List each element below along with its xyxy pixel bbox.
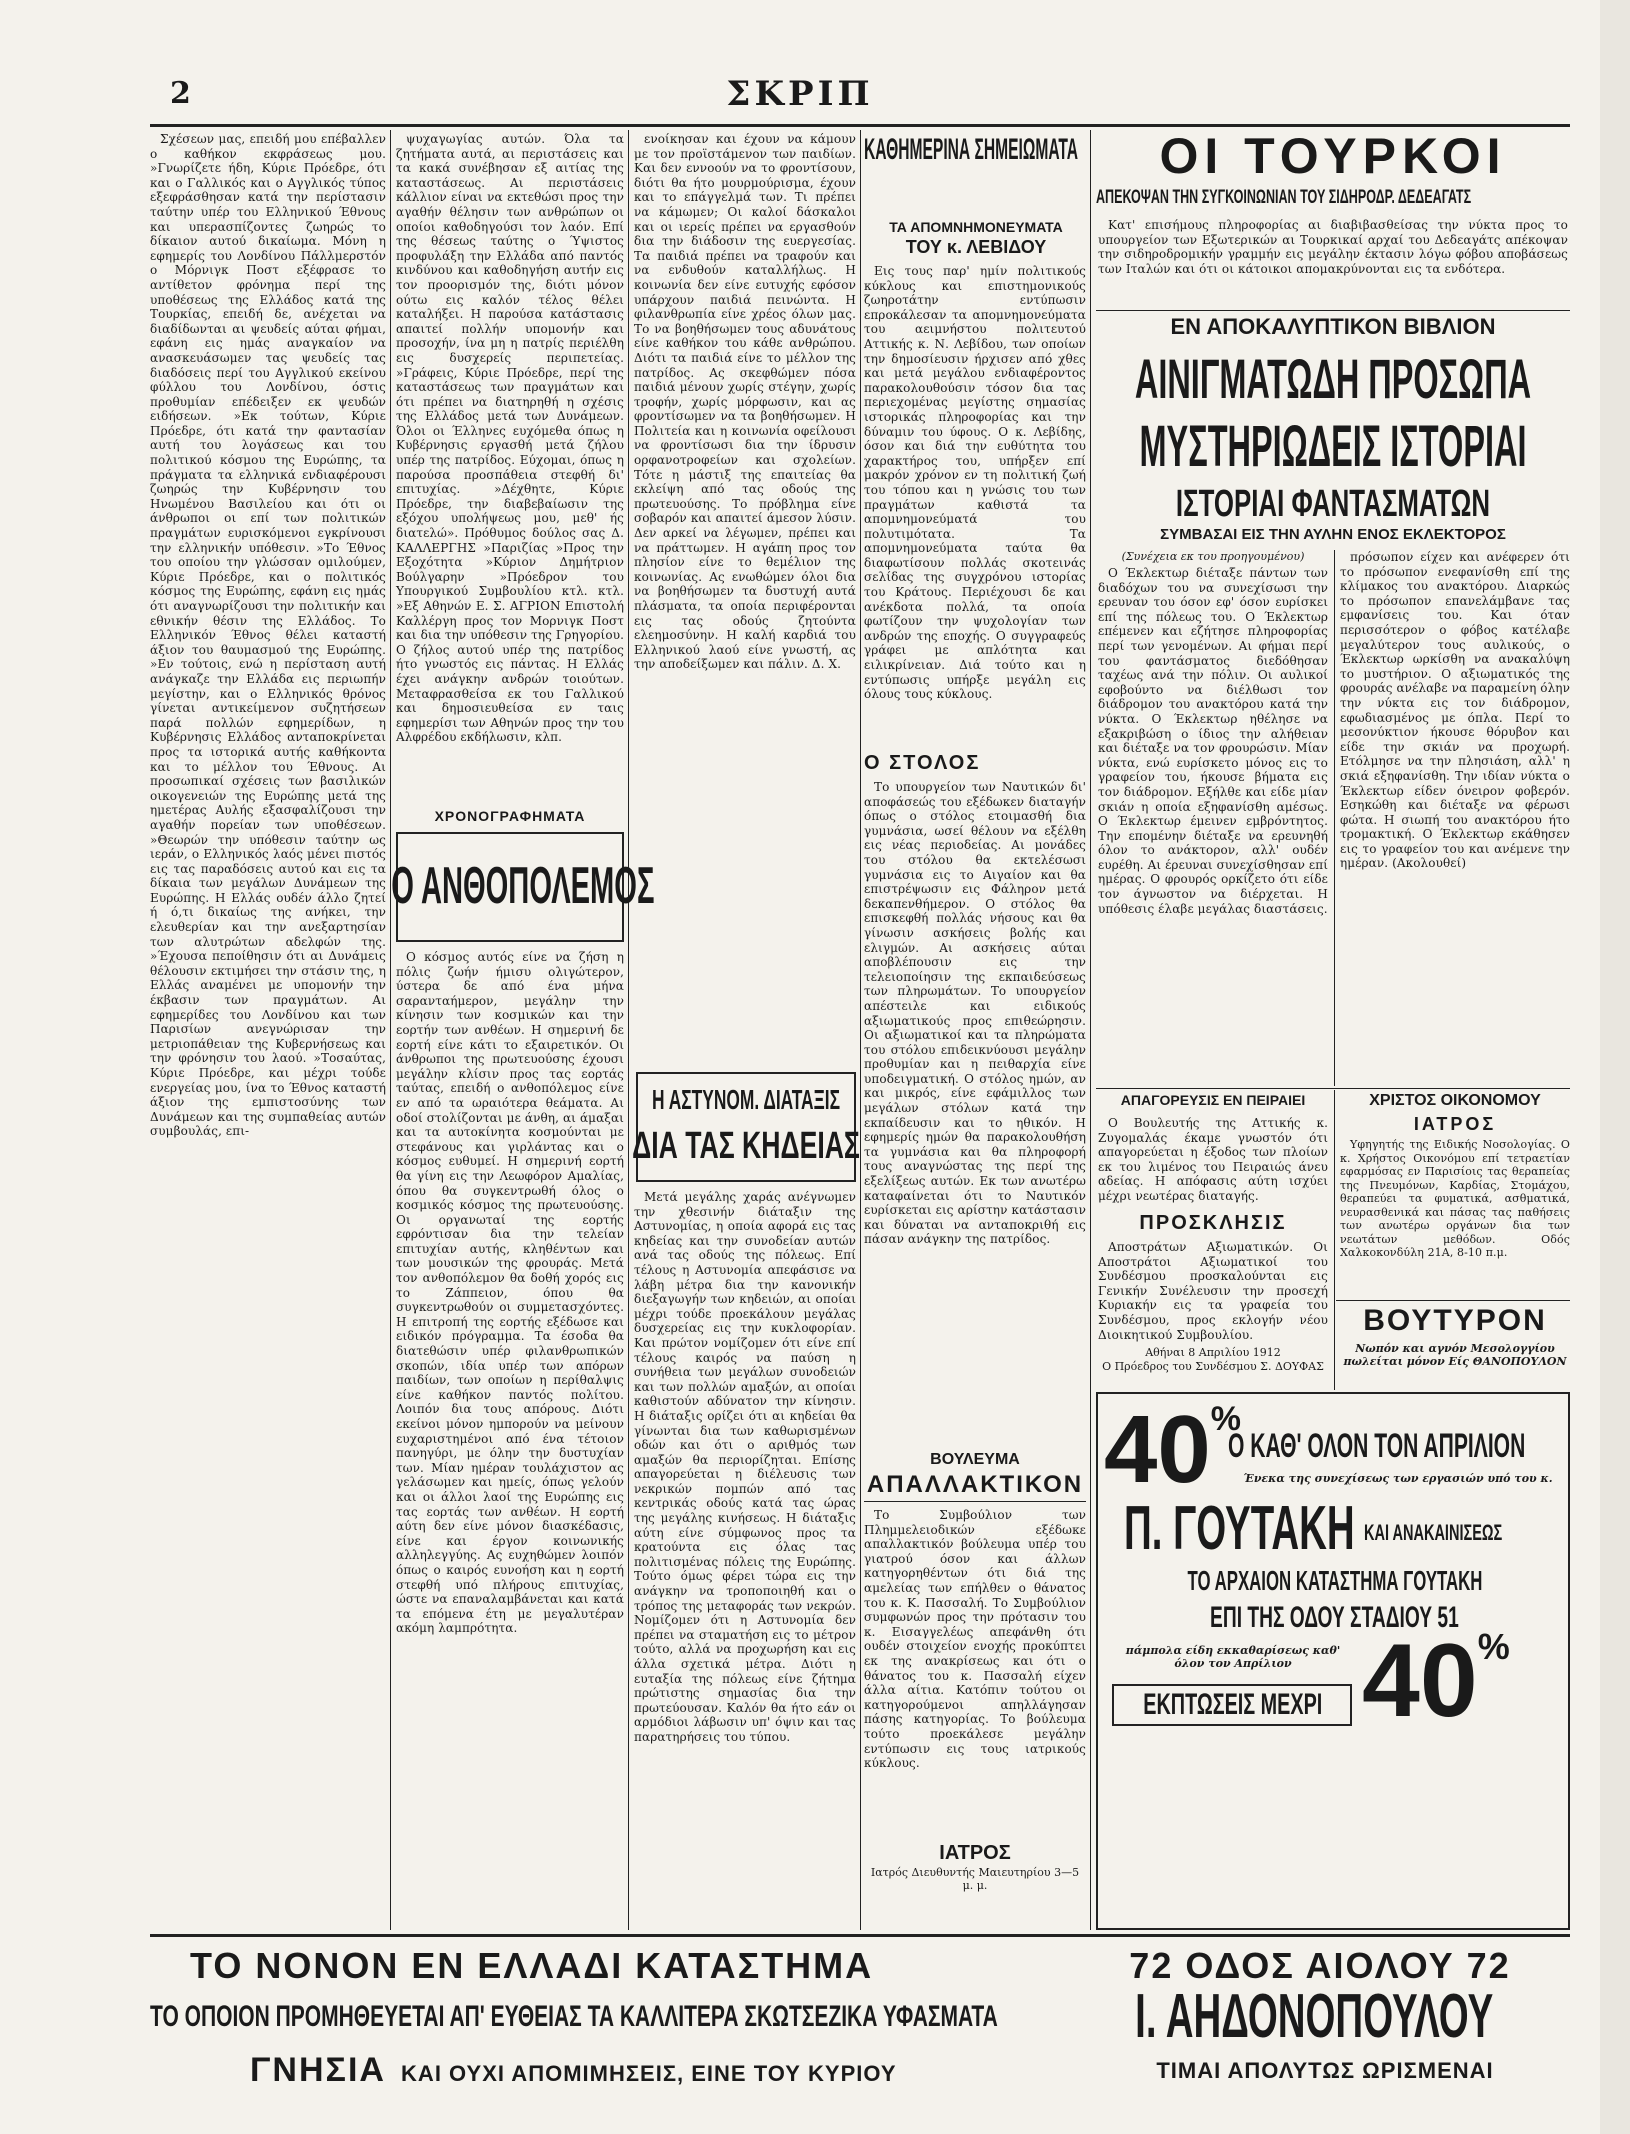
doctor-ad-title: ΙΑΤΡΟΣ — [1413, 1114, 1497, 1134]
column-3-article — [634, 132, 856, 1012]
book-title-3: ΙΣΤΟΡΙΑΙ ΦΑΝΤΑΣΜΑΤΩΝ — [1175, 483, 1491, 525]
sale-headline: Ο ΚΑΘ' ΟΛΟΝ ΤΟΝ ΑΠΡΙΛΙΟΝ — [1228, 1427, 1526, 1465]
article-text: Σχέσεων μας, επειδή μου επέβαλλεν ο καθήκον εκφράσεως μου. »Γνωρίζετε ήδη, Κύριε Πρόεδρε, ότι και ο Γαλλικός και ο Αγγλικός τύπος εξεφράσθησαν κατά την περίστασιν ταύτην υπέρ του Ελληνικού Έθνους και υπερασπίζοντες ζωηρώς το δίκαιον αυτού δικαίωμα. Μόνη η εφημερίς του Λονδίνου Πάλλμερστόν ο Μόρνιγκ Ποστ εξέφρασε το αντίθετον φρόνημα περί της υποθέσεως της Ελλάδος κατά της Τουρκίας, επειδή δε, ανέχεται να διαδίδωνται αι ψευδείς αύται φήμαι, εφάνη εις ημάς αναγκαίον να ανασκευάσωμεν τας ψευδείς τας διαδόσεις περί του Αγγλικού εκείνου φύλλου του Λονδίνου, όστις προθυμίαν επέδειξεν εκ ψευδών ειδήσεων. »Εκ τούτων, Κύριε Πρόεδρε, ότι κατά την φαντασίαν αυτή του λογάσεως και του πολιτικού κόσμου της Ευρώπης, τα πράγματα τα ελληνικά ενδιαφέρουσι ζωηρώς την Κυβέρνησιν του Ηνωμένου Βασιλείου και ότι οι άνθρωποι οι επί των πολιτικών πραγμάτων ευρισκόμενοι εγκρίνουσι την ελληνικήν υπόθεσιν. »Το Έθνος του οποίου την γλώσσαν ομιλούμεν, Κύριε Πρόεδρε, και ο πολιτικός κόσμος της Ευρώπης, εφάνη εις ημάς ότι αναγνωρίζουσι την πολιτικήν και εθνικήν θέσιν της Ελλάδος. Το Ελληνικόν Έθνος θέλει καταστή άξιον του θαυμασμού της Ευρώπης. »Εν τούτοις, ενώ η περίσταση αυτή ανάγκαζε την Ελλάδα εις περιωπήν μεγίστην, και ο Ελληνικός θρόνος γίνεται αντικείμενον συζητήσεων παρά πολλών εφημερίδων, η Κυβέρνησις Ελλάδος ανταποκρίνεται προς τα ιστορικά αυτής καθήκοντα και το μέλλον του Έθνους. Αι προσωπικαί σχέσεις των βασιλικών οικογενειών της Ευρώπης μετά της ημετέρας Αυλής εξασφαλίζουσι την αγαθήν πορείαν των υποθέσεων. »Θεωρών την υπόθεσιν ταύτην ως ιεράν, ο Ελληνικός λαός μένει πιστός εις τας παραδόσεις αυτού και εις τα δίκαια των μεγάλων Δυνάμεων της Ευρώπης. Η Ελλάς ουδέν άλλο ζητεί ή ό,τι δικαίως της ανήκει, την ελευθερίαν και την ανεξαρτησίαν των αλυτρώτων αδελφών της. »Έχουσα πεποίθησιν ότι αι Δυνάμεις θέλουσιν εκτιμήσει την στάσιν της, η Ελλάς αναμένει με υπομονήν την έκβασιν των πραγμάτων. Αι εφημερίδες του Λονδίνου και των Παρισίων ανεγνώρισαν την μετριοπάθειαν της Κυβερνήσεως και την φρόνησιν του λαού. »Τοσαύτας, Κύριε Πρόεδρε, και μέχρι τούδε ενεργείας μου, ίνα το Έθνος καταστή άξιον της εμπιστοσύνης των Δυνάμεων και της συμπαθείας αυτών συμβουλάς, επι- — [150, 132, 386, 1139]
police-regulation-title: Η ΑΣΤΥΝΟΜ. ΔΙΑΤΑΞΙΣ ΔΙΑ ΤΑΣ ΚΗΔΕΙΑΣ — [636, 1072, 856, 1182]
doctor-ad-text: Υφηγητής της Ειδικής Νοσολογίας. Ο κ. Χρήστος Οικονόμου επί τετραετίαν εφαρμόσας εν Παρισίοις τας θεραπείας της Πνευμόνων, Καρδίας, Στομάχου, θεραπεύει τα φυματικά, ασθματικά, νευρασθενικά και πάσας τας παθήσεις των ανωτέρω οργάνων δια των νεωτάτων μεθόδων. Οδός Χαλκοκονδύλη 21Α, 8-10 π.μ. — [1340, 1138, 1570, 1259]
decree-article — [864, 1508, 1086, 1838]
column-rule — [628, 130, 629, 1930]
book-article-left — [1098, 566, 1328, 1086]
book-article-right — [1340, 550, 1570, 1086]
column-rule — [390, 130, 391, 1930]
chronography-article — [396, 950, 624, 1930]
column-rule — [1334, 1090, 1335, 1390]
bottom-ad-line1-left: ΤΟ ΝΟΝΟΝ ΕΝ ΕΛΛΑΔΙ ΚΑΤΑΣΤΗΜΑ — [190, 1945, 874, 1986]
section-rule — [1336, 1300, 1570, 1301]
bottom-ad-line2-right: Ι. ΑΗΔΟΝΟΠΟΥΛΟΥ — [1135, 1982, 1494, 2051]
article-text: Το Συμβούλιον των Πλημμελειοδικών εξέδωκε απαλλακτικόν βούλευμα υπέρ του γιατρού όσον και άλλων κατηγορηθέντων ότι διά της αμελείας των επήλθεν ο θάνατος του κ. Κ. Πασσαλή. Το Συμβούλιον συμφωνών προς την πρότασιν του κ. Εισαγγελέως απεφάνθη ότι ουδέν στοιχείον ενοχής προκύπτει εκ της ανακρίσεως και ότι ο θάνατος του κ. Πασσαλή είχεν άλλα αίτια. Κατόπιν τούτου οι κατηγορούμενοι απηλλάγησαν πάσης κατηγορίας. Το βούλευμα τούτο προεκάλεσε μεγάλην εντύπωσιν εις τους ιατρικούς κύκλους. — [864, 1508, 1086, 1771]
article-text: Ο κόσμος αυτός είνε να ζήση η πόλις ζωήν ήμισυ ολιγώτερον, ύστερα δε από ένα μήνα σαρανταήμερον, μεγάλην την κίνησιν των κοσμικών και την εορτήν των ανθέων. Η σημερινή δε εορτή είνε κάτι το εξαιρετικόν. Οι άνθρωποι της πρωτευούσης έχουσι μεγάλην κλίσιν προς τας εορτάς ταύτας, επειδή ο ανθοπόλεμος είνε εν από τα ωραιότερα θεάματα. Αι οδοί στολίζονται με άνθη, αι άμαξαι και τα αυτοκίνητα κοσμούνται με στεφάνους και γιρλάντας και ο κόσμος ευθυμεί. Η σημερινή εορτή θα γίνη εις την Λεωφόρον Αμαλίας, όπου θα συγκεντρωθή όλος ο κοσμικός κόσμος της πρωτευούσης. Οι οργανωταί της εορτής εφρόντισαν δια την τελείαν επιτυχίαν αυτής, κληθέντων και των μουσικών της φρουράς. Μετά τον ανθοπόλεμον θα δοθή χορός εις το Ζάππειον, όπου θα συγκεντρωθούν οι συμμετασχόντες. Η επιτροπή της εορτής εξέδωσε και ειδικόν πρόγραμμα. Τα έσοδα θα διατεθώσιν υπέρ φιλανθρωπικών σκοπών, ιδία υπέρ των απόρων παιδίων, των οποίων η περίθαλψις είνε καθήκον παντός πολίτου. Λοιπόν δια τους απόρους. Διότι εκείνοι μόνον ημπορούν να μείνουν ευχαριστημένοι από ένα τέτοιον πανηγύρι, με όλην την δυστυχίαν των. Μίαν ημέραν τουλάχιστον ας γελάσωμεν και ημείς, όπως γελούν και οι άλλοι λαοί της Ευρώπης εις τας εορτάς των ανθέων. Η εορτή αύτη δεν είνε μόνον διασκέδασις, είνε και έργον κοινωνικής αλληλεγγύης. Ας ευχηθώμεν λοιπόν όπως ο καιρός ευνοήση και η εορτή στεφθή υπό πλήρους επιτυχίας, ώστε να επαναλαμβάνεται και κατά τα επόμενα έτη με μεγαλυτέραν ακόμη λαμπρότητα. — [396, 950, 624, 1636]
invitation-text: Αποστράτων Αξιωματικών. Οι Αποστράτοι Αξιωματικοί του Συνδέσμου προσκαλούνται εις Γενικήν Συνέλευσιν την προσεχή Κυριακήν εις τα γραφεία του Συνδέσμου, προς εκλογήν νέου Διοικητικού Συμβουλίου. — [1098, 1240, 1328, 1342]
chronography-heading: ΧΡΟΝΟΓΡΑΦΗΜΑΤΑ — [434, 808, 586, 824]
article-text: Ο Έκλεκτωρ διέταξε πάντων των διαδόχων του να συνεχίσωσι την ερευναν του όσον εφ' όσον ευρίσκει επί της πόλεως του. Ο Έκλεκτωρ επέμενεν και εζήτησε πληροφορίας περί των γενομένων. Αι φήμαι περί του φαντάσματος διεδόθησαν ταχέως ανά την πόλιν. Οι αυλικοί εφοβούντο να διέλθωσι τον διάδρομον του ανακτόρου κατά την νύκτα. Ο Έκλεκτωρ ηθέλησε να εξακριβώση ο ίδιος την αλήθειαν και διέταξε να τον φρουρώσιν. Μίαν νύκτα, ενώ ευρίσκετο μόνος εις το γραφείον του, ήκουσε βήματα εις τον διάδρομον. Εξήλθε και είδε μίαν σκιάν η οποία εξηφανίσθη αμέσως. Ο Έκλεκτωρ έμεινεν εμβρόντητος. Την επομένην διέταξε να ερευνηθή όλον το ανάκτορον, αλλ' ουδέν ευρέθη. Αι έρευναι συνεχίσθησαν επί ημέρας. Ο φρουρός ορκίζετο ότι είδε τον άγνωστον να διέρχεται. Η υπόθεσις έλαβε μεγάλας διαστάσεις. — [1098, 566, 1329, 916]
piraeus-notice-text: Ο Βουλευτής της Αττικής κ. Ζυγομαλάς έκαμε γνωστόν ότι απαγορεύεται η έξοδος των πλοίων εκ του λιμένος του Πειραιώς άνευ αδείας. Η απόφασις αύτη ισχύει μέχρι νεωτέρας διαταγής. — [1098, 1116, 1328, 1203]
fleet-title: Ο ΣΤΟΛΟΣ — [864, 752, 981, 774]
book-title-1: ΑΙΝΙΓΜΑΤΩΔΗ ΠΡΟΣΩΠΑ — [1134, 347, 1532, 410]
article-text: Κατ' επισήμους πληροφορίας αι διαβιβασθείσας την νύκτα προς το υπουργείον των Εξωτερικών αι Τουρκικαί αρχαί του Δεδεαγάτς απέκοψαν την σιδηροδρομικήν γραμμήν εις μεγάλην έκτασιν λόγω φόβου αποβάσεως των Ιταλών και ότι οι κάτοικοι απομακρύνονται εις τα ενδότερα. — [1098, 218, 1568, 276]
article-text: πρόσωπον είχεν και ανέφερεν ότι το πρόσωπον ενεφανίσθη επί της κλίμακος του ανακτόρου. Διαρκώς το πρόσωπον επανελάμβανε τας εμφανίσεις του. Και όταν περισσότερον ο φόβος κατέλαβε μεγαλύτερον τους αυλικούς, ο Έκλεκτωρ ωρκίσθη να ανακαλύψη το μυστήριον. Ο αξιωματικός της φρουράς ανέλαβε να παραμείνη όλην την νύκτα εις τον διάδρομον, εφωδιασμένος με όπλα. Περί το μεσονύκτιον ήκουσε θόρυβον και είδε την σκιάν να προχωρή. Ετόλμησε να την πλησιάση, αλλ' η σκιά εξηφανίσθη. Την ιδίαν νύκτα ο Έκλεκτωρ είδεν όνειρον φοβερόν. Εσηκώθη και διέταξε να φέρωσι φώτα. Η σιωπή του ανακτόρου ήτο τρομακτική. Ο Έκλεκτωρ εκάθησεν εις το γραφείον του και ανέμενε την ημέραν. (Ακολουθεί) — [1340, 550, 1570, 871]
column-rule — [860, 130, 861, 1930]
bottom-ad-line1-right: 72 ΟΔΟΣ ΑΙΟΛΟΥ 72 — [1129, 1945, 1511, 1986]
section-rule — [1096, 310, 1570, 311]
article-text: ενοίκησαν και έχουν να κάμουν με τον προϊστάμενον των παιδίων. Και δεν εννοούν να το φροντίσουν, διότι θα ήτο μουρμούρισμα, έχουν και το επάγγελμά των. Τι πρέπει να κάμωμεν; Οι καλοί δάσκαλοι και οι ιερείς πρέπει να εργασθούν δια την διάδοσιν της ευεργεσίας. Τα παιδιά πρέπει να τραφούν και να ενδυθούν καταλλήλως. Η κοινωνία δεν είνε ευτυχής εφόσον υπάρχουν παιδιά πεινώντα. Η φιλανθρωπία είνε χρέος όλων μας. Το να βοηθήσωμεν τους αδυνάτους είνε καθήκον του κάθε ανθρώπου. Διότι τα παιδιά είνε το μέλλον της πατρίδος. Ας σκεφθώμεν πόσα παιδιά μένουν χωρίς στέγην, χωρίς τροφήν, χωρίς μόρφωσιν, και ας φροντίσωμεν να τα βοηθήσωμεν. Η Πολιτεία και η κοινωνία οφείλουσι να φροντίσωσι δια την ίδρυσιν ορφανοτροφείων και σχολείων. Τότε η μάστιξ της επαιτείας θα εκλείψη από τας οδούς της πρωτευούσης. Το πρόβλημα είνε σοβαρόν και απαιτεί άμεσον λύσιν. Δεν αρκεί να λέγωμεν, πρέπει και να πράττωμεν. Η αγάπη προς τον πλησίον είνε το θεμέλιον της κοινωνίας. Ας ενωθώμεν όλοι δια να βοηθήσωμεν τα δυστυχή αυτά πλάσματα, τα οποία περιφέρονται εις τας οδούς ζητούντα ελεημοσύνην. Η καλή καρδιά του Ελληνικού λαού είνε γνωστή, ας την αποδείξωμεν και πάλιν. Δ. Χ. — [634, 132, 856, 672]
decree-title: ΒΟΥΛΕΥΜΑ ΑΠΑΛΛΑΚΤΙΚΟΝ — [864, 1450, 1086, 1502]
fleet-article — [864, 780, 1086, 1440]
sale-discount: ΕΚΠΤΩΣΕΙΣ ΜΕΧΡΙ — [1112, 1684, 1352, 1726]
chronography-title: Ο ΑΝΘΟΠΟΛΕΜΟΣ — [396, 832, 624, 942]
sale-small: πάμπολα είδη εκκαθαρίσεως καθ' όλον τον Απρίλιον — [1125, 1644, 1341, 1670]
turks-banner: ΟΙ ΤΟΥΡΚΟΙ — [1159, 128, 1507, 184]
bottom-ad — [150, 1938, 1570, 2108]
police-regulation-article — [634, 1190, 856, 1930]
doctor-small-ad: ΙΑΤΡΟΣ Ιατρός Διευθυντής Μαιευτηρίου 3—5 μ. μ. — [870, 1842, 1080, 1892]
piraeus-notice-title: ΑΠΑΓΟΡΕΥΣΙΣ ΕΝ ΠΕΙΡΑΙΕΙ — [1120, 1092, 1306, 1108]
article-text: Μετά μεγάλης χαράς ανέγνωμεν την χθεσινήν διάταξιν της Αστυνομίας, η οποία αφορά εις τας κηδείας και την συνοδείαν αυτών ανά τας οδούς της πόλεως. Επί τέλους η Αστυνομία απεφάσισε να λάβη μέτρα δια την κανονικήν διεξαγωγήν των κηδειών, αι οποίαι μέχρι τούδε προεκάλουν μεγάλας δυσχερείας εις την κυκλοφορίαν. Και πρώτον νομίζομεν ότι είνε επί τέλους καιρός να παύση η συνήθεια των μεγάλων συνοδειών και των πολλών αμαξών, αι οποίαι καθιστούν αδύνατον την κίνησιν. Η διάταξις ορίζει ότι αι κηδείαι θα γίνωνται δια των καθωρισμένων οδών και ότι ο αριθμός των αμαξών θα περιορίζηται. Επίσης απαγορεύεται η διέλευσις των νεκρικών πομπών από τας κεντρικάς οδούς κατά τας ώρας της μεγάλης κινήσεως. Η διάταξις αύτη είνε σύμφωνος προς τα κρατούντα εις όλας τας πολιτισμένας πόλεις της Ευρώπης. Τούτο όμως φέρει τώρα εις την ανάγκην να τροποποιηθή και ο τρόπος της μεταφοράς των νεκρών. Νομίζομεν ότι η Αστυνομία δεν πρέπει να σταματήση εις το μέτρον τούτο, αλλά να προχωρήση και εις άλλα σχετικά μέτρα. Διότι η ευταξία της πόλεως είνε ζήτημα πρώτιστης σημασίας δια την πρωτεύουσαν. Καλόν θα ήτο εάν οι αρμόδιοι λάβωσιν υπ' όψιν και τας παρατηρήσεις του τύπου. — [634, 1190, 856, 1744]
invitation-date: Αθήναι 8 Απριλίου 1912 — [1145, 1346, 1281, 1359]
book-subtitle: ΣΥΜΒΑΣΑΙ ΕΙΣ ΤΗΝ ΑΥΛΗΝ ΕΝΟΣ ΕΚΛΕΚΤΟΡΟΣ — [1160, 526, 1506, 543]
memoirs-subtitle: ΤΑ ΑΠΟΜΝΗΜΟΝΕΥΜΑΤΑ ΤΟΥ κ. ΛΕΒΙΔΟΥ — [889, 219, 1063, 257]
masthead — [0, 70, 1600, 124]
sale-brand: Π. ΓΟΥΤΑΚΗ ΚΑΙ ΑΝΑΚΑΙΝΙΣΕΩΣ — [1124, 1494, 1503, 1563]
article-text: ψυχαγωγίας αυτών. Όλα τα ζητήματα αυτά, αι περιστάσεις και τα κακά συνέβησαν εξ αιτίας της καταστάσεως. Αι περιστάσεις κάλλιον είναι να εκτεθώσι προς την αγαθήν θέλησιν των ανθρώπων οι οποίοι καθοδηγούσι τον λαόν. Επί της θέσεως ταύτης ο Ύψιστος προφυλάξη την Ελλάδα από παντός κινδύνου και καθοδηγήση αυτήν εις τον προορισμόν της, διότι μόνον ούτω εις καλόν τέλος θέλει καταλήξει. Η παρούσα κατάστασις απαιτεί πολλήν υπομονήν και προσοχήν, ίνα μη η πατρίς περιέλθη εις δυσχερείς περιπετείας. »Γράφεις, Κύριε Πρόεδρε, περί της καταστάσεως των πραγμάτων και ότι πρέπει να διατηρηθή η σχέσις της Ελλάδος μετά των Δυνάμεων. Όλοι οι Έλληνες ευχόμεθα όπως η Κυβέρνησις εργασθή μετά ζήλου υπέρ της πατρίδος. Εύχομαι, όπως η παρούσα προσπάθεια στεφθή δι' επιτυχίας. »Δέχθητε, Κύριε Πρόεδρε, την διαβεβαίωσιν της εξόχου υπολήψεως μου, μεθ' ής διατελώ». Πρόθυμος δούλος σας Δ. ΚΑΛΛΕΡΓΗΣ »Παριζίας »Προς την Εξοχότητα »Κύριον Δημήτριον Βούλγαρην »Πρόεδρον του Υπουργικού Συμβουλίου κτλ. κτλ. »Εξ Αθηνών Ε. Σ. ΑΓΡΙΟΝ Επιστολή Καλλέργη προς τον Μορνιγκ Ποστ και δια την υπόθεσιν της Γρηγορίου. Ο ζήλος αυτού υπέρ της πατρίδος ήτο γνωστός εις πάντας. Η Ελλάς έχει ανάγκην ανδρών τοιούτων. Μεταφρασθείσα εκ του Γαλλικού και δημοσιευθείσα εν ταις εφημερίσι των Αθηνών προς την του Αλφρέδου εκδήλωσιν, κλπ. — [396, 132, 624, 745]
book-label: ΕΝ ΑΠΟΚΑΛΥΠΤΙΚΟΝ ΒΙΒΛΙΟΝ — [1170, 314, 1496, 339]
sale-percent-top: 40% — [1104, 1396, 1242, 1503]
turks-subtitle: ΑΠΕΚΟΨΑΝ ΤΗΝ ΣΥΓΚΟΙΝΩΝΙΑΝ ΤΟΥ ΣΙΔΗΡΟΔΡ. ΔΕΔΕΑΓΑΤΣ — [1096, 187, 1472, 208]
invitation-title: ΠΡΟΣΚΛΗΣΙΣ — [1139, 1212, 1287, 1234]
invitation-signature: Ο Πρόεδρος του Συνδέσμου Σ. ΔΟΥΦΑΣ — [1102, 1360, 1324, 1373]
column-2-article — [396, 132, 624, 800]
masthead-title: ΣΚΡΙΠ — [726, 74, 874, 114]
butter-ad-text: Νωπόν και αγνόν Μεσολογγίου πωλείται μόνον Είς ΘΑΝΟΠΟΥΛΟΝ — [1343, 1342, 1567, 1368]
sale-street: ΕΠΙ ΤΗΣ ΟΔΟΥ ΣΤΑΔΙΟΥ 51 — [1210, 1601, 1459, 1634]
sale-shop: ΤΟ ΑΡΧΑΙΟΝ ΚΑΤΑΣΤΗΜΑ ΓΟΥΤΑΚΗ — [1187, 1565, 1483, 1596]
daily-notes-header: ΚΑΘΗΜΕΡΙΝΑ ΣΗΜΕΙΩΜΑΤΑ — [864, 133, 1078, 166]
book-title-2: ΜΥΣΤΗΡΙΩΔΕΙΣ ΙΣΤΟΡΙΑΙ — [1139, 414, 1527, 479]
page-number: 2 — [170, 76, 191, 111]
sale-percent-bottom: 40% — [1362, 1623, 1510, 1739]
book-continued: (Συνέχεια εκ του προηγουμένου) — [1121, 550, 1305, 563]
article-text: Το υπουργείον των Ναυτικών δι' αποφάσεώς του εξέδωκεν διαταγήν όπως ο στόλος ετοιμασθή δια γυμνάσια, ωσεί θέλουν να εξέλθη εις νέας περιοδείας. Αι μονάδες του στόλου θα εκτελέσωσι γυμνάσια εις το Αιγαίον και θα επιστρέψωσιν εις Φάληρον μετά δεκαπενθήμερον. Ο στόλος θα επισκεφθή πολλάς νήσους και θα γίνωσιν ασκήσεις βολής και ελιγμών. Αι ασκήσεις αύται αποβλέπουσιν εις την τελειοποίησιν της εκπαιδεύσεως των πληρωμάτων. Το υπουργείον απέστειλε και ειδικούς αξιωματικούς προς επιθεώρησιν. Οι αξιωματικοί και τα πληρώματα του στόλου επιδεικνύουσι μεγάλην προθυμίαν και η πειθαρχία είνε υποδειγματική. Ο στόλος ημών, αν και μικρός, είνε εφάμιλλος των μεγάλων στόλων κατά την εκπαίδευσιν και το ηθικόν. Η εφημερίς ημών θα παρακολουθήση τα γυμνάσια και θα πληροφορή τους αναγνώστας της περί της εξελίξεως αυτών. Εκ των ανωτέρω καταφαίνεται ότι το Ναυτικόν ευρίσκεται εις αρίστην κατάστασιν και δύναται να ανταποκριθή εις πάσαν ανάγκην της πατρίδος. — [864, 780, 1086, 1247]
section-rule — [1096, 1088, 1570, 1089]
doctor-ad-name: ΧΡΙΣΤΟΣ ΟΙΚΟΝΟΜΟΥ — [1369, 1092, 1541, 1109]
goutakis-sale-ad — [1096, 1392, 1570, 1930]
turks-article — [1098, 218, 1568, 306]
column-1-article — [150, 132, 386, 1932]
bottom-ad-line2-left: ΤΟ ΟΠΟΙΟΝ ΠΡΟΜΗΘΕΥΕΤΑΙ ΑΠ' ΕΥΘΕΙΑΣ ΤΑ ΚΑΛΛΙΤΕΡΑ ΣΚΩΤΣΕΖΙΚΑ ΥΦΑΣΜΑΤΑ — [150, 2000, 998, 2033]
butter-ad-title: ΒΟΥΤΥΡΟΝ — [1363, 1304, 1547, 1337]
bottom-ad-line3: ΓΝΗΣΙΑ ΚΑΙ ΟΥΧΙ ΑΠΟΜΙΜΗΣΕΙΣ, ΕΙΝΕ ΤΟΥ ΚΥΡΙΟΥ — [250, 2051, 897, 2089]
article-text: Εις τους παρ' ημίν πολιτικούς κύκλους και επιστημονικούς ζωηροτάτην εντύπωσιν επροκάλεσαν τα απομνημονεύματα του αειμνήστου πολιτευτού Αττικής κ. Ν. Λεβίδου, των οποίων την δημοσίευσιν ήρχισεν από χθες και μετά μεγάλου ενδιαφέροντος παρακολουθούσιν τόσον δια τας περιεχομένας μεγίστης σημασίας ιστορικάς πληροφορίας και την δύναμιν του ύφους. Ο κ. Λεβίδης, όσον και διά την ευθύτητα του χαρακτήρος του, υπήρξεν επί μακρόν χρόνον εν τη πολιτική ζωή του τόπου και η γνώσις του των πραγμάτων καθιστά τα απομνημονεύματά του πολυτιμότατα. Τα απομνημονεύματα ταύτα θα διαφωτίσουν πολλάς σκοτεινάς σελίδας της συγχρόνου ιστορίας του Κράτους. Περιέχουσι δε και ανέκδοτα πολλά, τα οποία φωτίζουν την ψυχολογίαν των ανδρών της εποχής. Ο συγγραφεύς γράφει με απλότητα και ειλικρίνειαν. Διά τούτο και η εντύπωσις υπήρξε μεγάλη εις όλους τους κύκλους. — [864, 264, 1086, 702]
bottom-ad-rule — [150, 1934, 1570, 1937]
bottom-ad-line3-right: ΤΙΜΑΙ ΑΠΟΛΥΤΩΣ ΩΡΙΣΜΕΝΑΙ — [1156, 2058, 1494, 2083]
column-rule — [1334, 550, 1335, 1086]
sale-subline: Ένεκα της συνεχίσεως των εργασιών υπό του κ. — [1243, 1472, 1553, 1485]
